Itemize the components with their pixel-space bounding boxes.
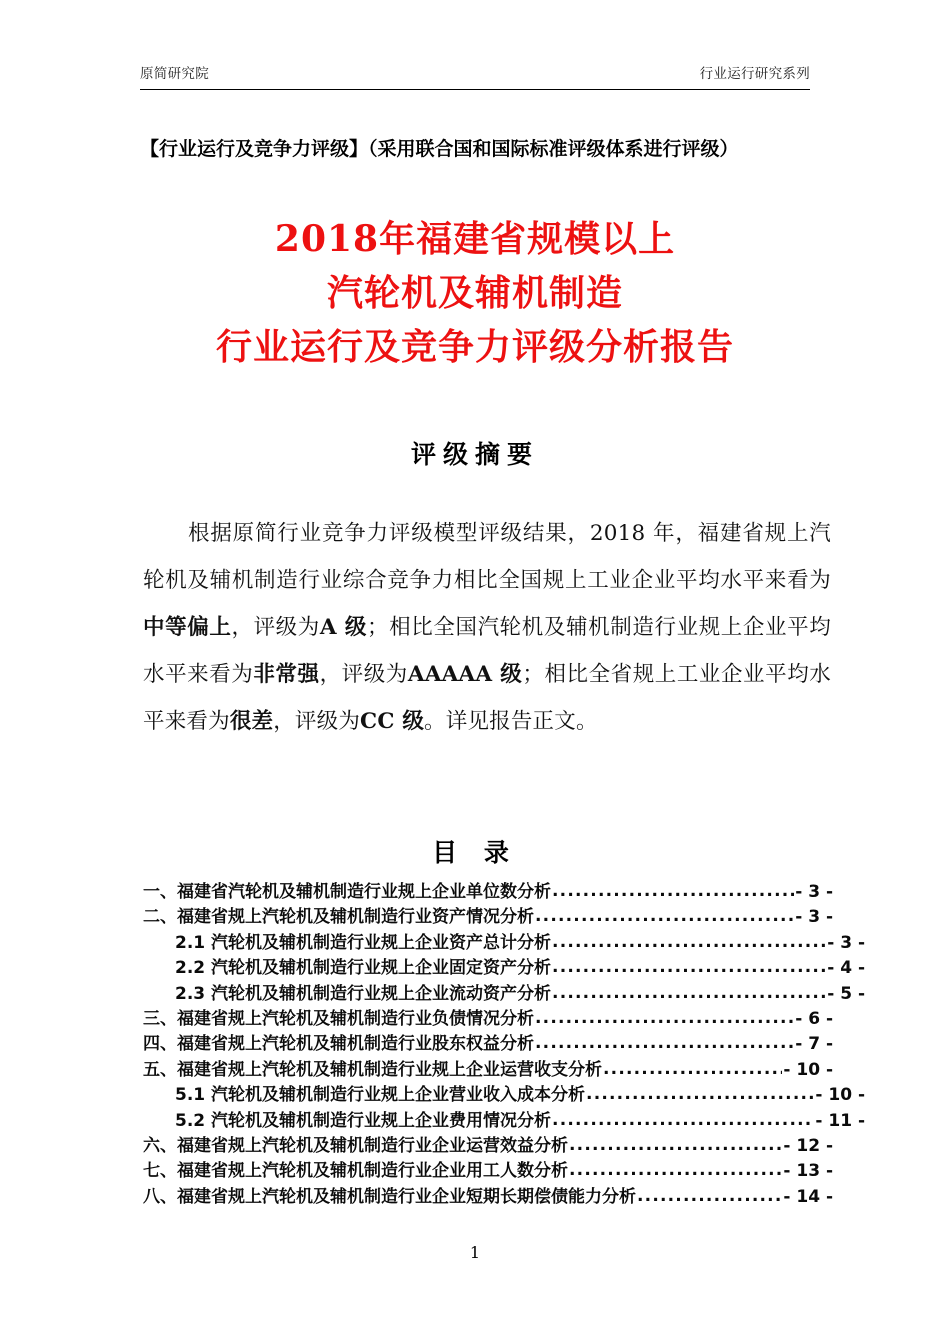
toc-entry[interactable] [143,1058,833,1083]
toc-leader-dots [552,955,826,980]
toc-entry[interactable] [143,982,865,1007]
toc-leader-dots [535,1031,794,1056]
toc-entry-page-number: - 3 - [827,932,865,953]
toc-entry[interactable] [143,880,833,905]
report-title [0,212,950,374]
summary-emphasis-1: 中等偏上 [143,614,232,640]
toc-leader-dots [603,1057,782,1082]
toc-entry[interactable] [143,1007,833,1032]
toc-entry-page-number: - 13 - [783,1161,833,1182]
header-right-text: 行业运行研究系列 [699,66,810,82]
toc-entry[interactable] [143,1159,833,1184]
summary-text-c: ，评级为 [231,614,320,640]
summary-text-g: ，评级为 [273,708,361,734]
toc-leader-dots [552,1108,814,1133]
toc-entry-label: 5.2 汽轮机及辅机制造行业规上企业费用情况分析 [175,1110,552,1131]
toc-entry-page-number: - 3 - [795,907,833,928]
toc-leader-dots [552,981,826,1006]
toc-leader-dots [552,879,794,904]
summary-text-h: 。详见报告正文。 [424,708,598,734]
toc-leader-dots [569,1158,782,1183]
toc-leader-dots [552,930,826,955]
toc-leader-dots [586,1082,814,1107]
toc-entry[interactable] [143,1083,865,1108]
toc-entry[interactable] [143,1109,865,1134]
summary-text-a: 根据原简行业竞争力评级模型评级结果，2018 年，福建省规上汽轮机及辅机制造行业综合竞争力相比全国规上工业企业平均水平来看为 [143,520,831,593]
toc-entry-page-number: - 10 - [783,1059,833,1080]
summary-text-f: ；相比全省规上工业企业平均水平来看为 [143,661,831,734]
rating-summary-paragraph [143,510,831,745]
toc-entry-page-number: - 5 - [827,983,865,1004]
toc-entry[interactable] [143,1134,833,1159]
summary-text-e: ，评级为 [319,661,408,687]
summary-emphasis-4: AAAAA 级 [407,661,523,687]
toc-entry-page-number: - 7 - [795,1034,833,1055]
summary-emphasis-2: A 级 [319,614,367,640]
toc-entry[interactable] [143,905,833,930]
toc-entry-label: 2.2 汽轮机及辅机制造行业规上企业固定资产分析 [175,958,552,979]
toc-leader-dots [637,1184,782,1209]
toc-entry[interactable] [143,931,865,956]
footer-page-number: 1 [469,1243,481,1262]
toc-leader-dots [535,1006,794,1031]
toc-entry-label: 二、福建省规上汽轮机及辅机制造行业资产情况分析 [143,907,534,928]
toc-entry-page-number: - 3 - [795,882,833,902]
toc-entry[interactable] [143,1185,833,1210]
report-title-line-1: 2018年福建省规模以上 [274,218,676,260]
summary-emphasis-5: 很差 [229,708,274,734]
toc-leader-dots [535,904,794,929]
toc-entry[interactable] [143,1032,833,1057]
toc-entry-label: 四、福建省规上汽轮机及辅机制造行业股东权益分析 [143,1034,534,1055]
rating-summary-heading: 评级摘要 [410,440,539,469]
report-title-line-2: 汽轮机及辅机制造 [326,272,623,314]
toc-entry-page-number: - 6 - [795,1009,833,1030]
toc-leader-dots [569,1133,782,1158]
toc-entry-label: 八、福建省规上汽轮机及辅机制造行业企业短期长期偿债能力分析 [143,1186,636,1207]
running-header [140,64,810,90]
summary-emphasis-3: 非常强 [253,661,320,687]
toc-entry-page-number: - 10 - [815,1085,865,1106]
summary-emphasis-6: CC 级 [360,708,425,734]
toc-entry-label: 六、福建省规上汽轮机及辅机制造行业企业运营效益分析 [143,1136,568,1157]
table-of-contents [143,880,865,1210]
header-left-text: 原简研究院 [140,66,209,82]
summary-text-d: ；相比全国汽轮机及辅机制造行业规上企业平均水平来看为 [143,614,831,687]
toc-entry-label: 五、福建省规上汽轮机及辅机制造行业规上企业运营收支分析 [143,1059,602,1080]
report-title-line-3: 行业运行及竞争力评级分析报告 [215,326,734,368]
toc-entry[interactable] [143,956,865,981]
toc-entry-page-number: - 4 - [827,958,865,979]
toc-entry-label: 七、福建省规上汽轮机及辅机制造行业企业用工人数分析 [143,1161,568,1182]
toc-entry-label: 5.1 汽轮机及辅机制造行业规上企业营业收入成本分析 [175,1085,586,1106]
toc-heading: 目 录 [432,838,518,867]
toc-entry-page-number: - 12 - [783,1136,833,1157]
toc-entry-page-number: - 11 - [815,1110,865,1131]
toc-entry-label: 2.3 汽轮机及辅机制造行业规上企业流动资产分析 [175,983,552,1004]
toc-entry-label: 2.1 汽轮机及辅机制造行业规上企业资产总计分析 [175,932,552,953]
toc-entry-label: 三、福建省规上汽轮机及辅机制造行业负债情况分析 [143,1009,534,1030]
report-category-line: 【行业运行及竞争力评级】（采用联合国和国际标准评级体系进行评级） [140,138,739,160]
toc-entry-page-number: - 14 - [783,1186,833,1207]
toc-entry-label: 一、福建省汽轮机及辅机制造行业规上企业单位数分析 [143,882,551,902]
